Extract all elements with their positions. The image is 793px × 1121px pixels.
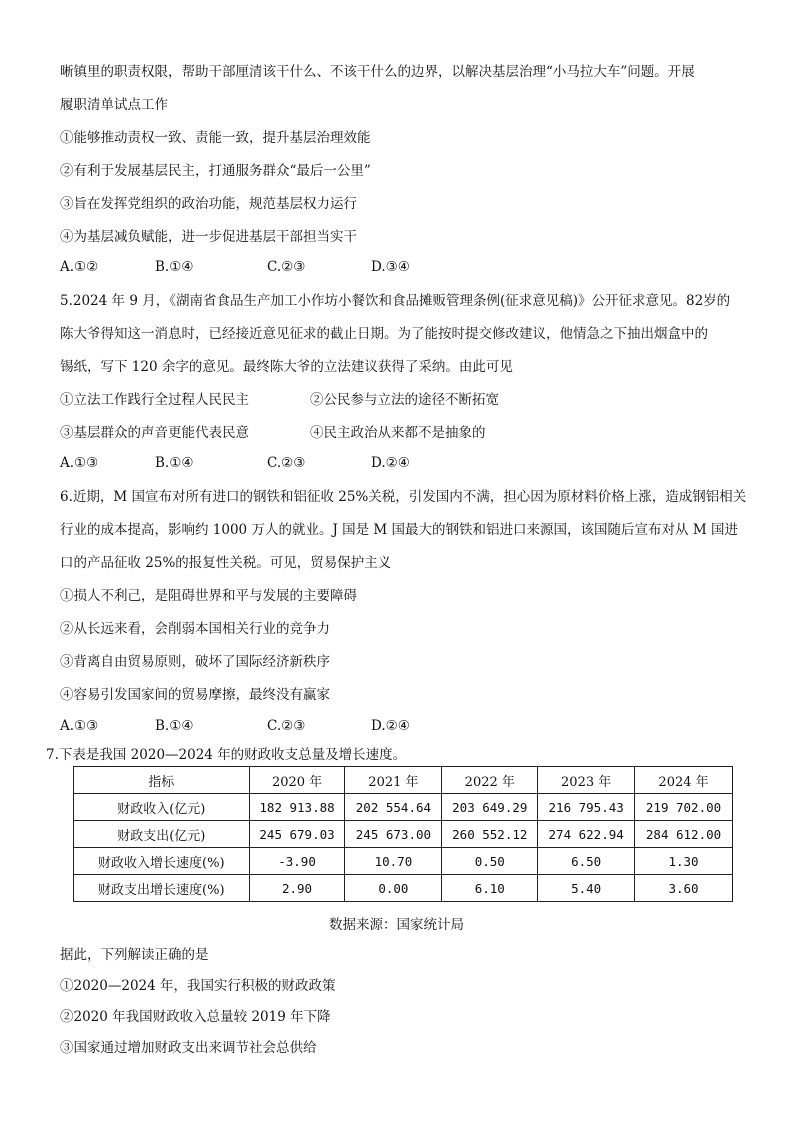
q4-statement-2: ②有利于发展基层民主，打通服务群众“最后一公里” (60, 163, 371, 179)
q7-prompt: 据此，下列解读正确的是 (60, 947, 209, 963)
q5-statement-4: ④民主政治从来都不是抽象的 (310, 425, 486, 441)
table-cell: -3.90 (249, 848, 345, 875)
data-source-caption: 数据来源：国家统计局 (329, 917, 464, 933)
q5-option-b[interactable]: B.①④ (155, 455, 194, 471)
table-row (74, 848, 733, 875)
table-cell: 182 913.88 (249, 794, 345, 821)
q5-stem-line-2: 陈大爷得知这一消息时，已经接近意见征求的截止日期。为了能按时提交修改建议，他情急之下抽出烟盒中的 (60, 326, 708, 342)
table-cell: 274 622.94 (538, 821, 635, 848)
q5-stem-line-1: 5.2024 年 9 月，《湖南省食品生产加工小作坊小餐饮和食品摊贩管理条例(征求意见稿)》公开征求意见。82岁的 (60, 293, 731, 309)
q5-stem-line-3: 锡纸，写下 120 余字的意见。最终陈大爷的立法建议获得了采纳。由此可见 (60, 359, 513, 375)
q6-stem-line-2: 行业的成本提高，影响约 1000 万人的就业。J 国是 M 国最大的钢铁和铝进口来源国，该国随后宣布对从 M 国进 (60, 522, 738, 538)
table-cell: 219 702.00 (635, 794, 733, 821)
q4-statement-4: ④为基层减负赋能，进一步促进基层干部担当实干 (60, 229, 357, 245)
table-cell: 0.00 (345, 875, 442, 902)
q4-option-b[interactable]: B.①④ (155, 259, 194, 275)
table-header-cell: 指标 (74, 767, 250, 794)
row-label: 财政支出(亿元) (74, 821, 250, 848)
q4-option-c[interactable]: C.②③ (267, 259, 306, 275)
table-cell: 284 612.00 (635, 821, 733, 848)
q6-option-b[interactable]: B.①④ (155, 718, 194, 734)
q6-option-c[interactable]: C.②③ (267, 718, 306, 734)
q4-stem-line-1: 晰镇里的职责权限，帮助干部厘清该干什么、不该干什么的边界，以解决基层治理“小马拉大车”问题。开展 (60, 64, 695, 80)
q5-statement-2: ②公民参与立法的途径不断拓宽 (310, 392, 499, 408)
q5-statement-1: ①立法工作践行全过程人民民主 (60, 392, 249, 408)
row-label: 财政收入增长速度(%) (74, 848, 250, 875)
table-cell: 6.10 (442, 875, 538, 902)
table-cell: 0.50 (442, 848, 538, 875)
table-row (74, 875, 733, 902)
table-cell: 260 552.12 (442, 821, 538, 848)
q5-option-c[interactable]: C.②③ (267, 455, 306, 471)
q4-statement-1: ①能够推动责权一致、责能一致，提升基层治理效能 (60, 130, 371, 146)
table-cell: 6.50 (538, 848, 635, 875)
table-cell: 2.90 (249, 875, 345, 902)
table-cell: 1.30 (635, 848, 733, 875)
table-row (74, 821, 733, 848)
q5-statement-3: ③基层群众的声音更能代表民意 (60, 425, 249, 441)
q6-option-a[interactable]: A.①③ (60, 718, 99, 734)
q7-stem: 7.下表是我国 2020—2024 年的财政收支总量及增长速度。 (46, 747, 407, 763)
q4-stem-line-2: 履职清单试点工作 (60, 97, 168, 113)
q6-stem-line-1: 6.近期，M 国宣布对所有进口的钢铁和铝征收 25%关税，引发国内不满，担心因为原材料价格上涨，造成钢铝相关 (60, 489, 747, 505)
table-cell: 245 679.03 (249, 821, 345, 848)
table-cell: 216 795.43 (538, 794, 635, 821)
table-cell: 5.40 (538, 875, 635, 902)
table-header-cell: 2023 年 (538, 767, 635, 794)
q6-statement-2: ②从长远来看，会削弱本国相关行业的竞争力 (60, 621, 330, 637)
table-cell: 245 673.00 (345, 821, 442, 848)
table-cell: 203 649.29 (442, 794, 538, 821)
table-cell: 3.60 (635, 875, 733, 902)
row-label: 财政支出增长速度(%) (74, 875, 250, 902)
q6-option-d[interactable]: D.②④ (371, 718, 410, 734)
q7-statement-3: ③国家通过增加财政支出来调节社会总供给 (60, 1040, 317, 1056)
q6-statement-4: ④容易引发国家间的贸易摩擦，最终没有赢家 (60, 687, 330, 703)
q4-option-d[interactable]: D.③④ (371, 259, 410, 275)
q4-option-a[interactable]: A.①② (60, 259, 99, 275)
table-header-cell: 2021 年 (345, 767, 442, 794)
q4-statement-3: ③旨在发挥党组织的政治功能，规范基层权力运行 (60, 196, 357, 212)
q7-statement-2: ②2020 年我国财政收入总量较 2019 年下降 (60, 1009, 331, 1025)
q5-option-a[interactable]: A.①③ (60, 455, 99, 471)
table-row (74, 794, 733, 821)
table-header-row (74, 767, 733, 794)
table-header-cell: 2022 年 (442, 767, 538, 794)
fiscal-data-table (73, 766, 733, 902)
q6-statement-1: ①损人不利己，是阻碍世界和平与发展的主要障碍 (60, 588, 357, 604)
table-header-cell: 2020 年 (249, 767, 345, 794)
q6-stem-line-3: 口的产品征收 25%的报复性关税。可见，贸易保护主义 (60, 555, 392, 571)
table-header-cell: 2024 年 (635, 767, 733, 794)
row-label: 财政收入(亿元) (74, 794, 250, 821)
q7-statement-1: ①2020—2024 年，我国实行积极的财政政策 (60, 978, 336, 994)
q6-statement-3: ③背离自由贸易原则，破坏了国际经济新秩序 (60, 654, 330, 670)
q5-option-d[interactable]: D.②④ (371, 455, 410, 471)
table-cell: 202 554.64 (345, 794, 442, 821)
table-cell: 10.70 (345, 848, 442, 875)
